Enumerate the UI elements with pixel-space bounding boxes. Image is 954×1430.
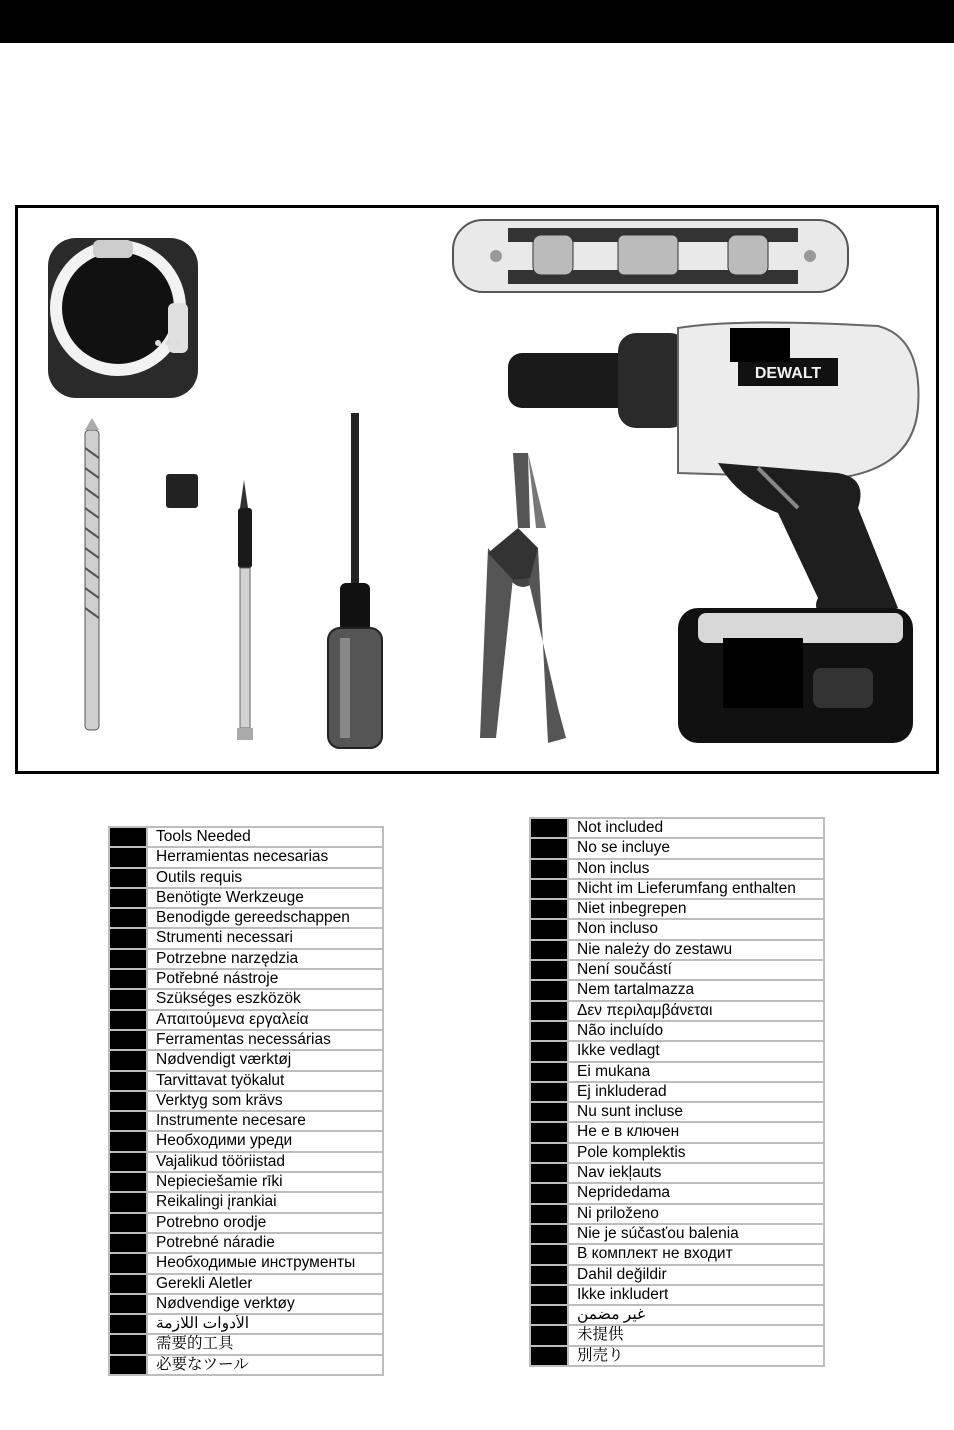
legend-swatch xyxy=(531,1123,569,1141)
legend-row xyxy=(531,1225,823,1245)
legend-label: Nav iekļauts xyxy=(577,1164,662,1182)
legend-label: Ikke inkludert xyxy=(577,1285,669,1303)
legend-swatch xyxy=(531,1022,569,1040)
legend-label: Необходими уреди xyxy=(156,1132,293,1150)
legend-swatch xyxy=(110,828,148,846)
legend-row xyxy=(110,1356,382,1374)
legend-row xyxy=(110,1315,382,1335)
legend-swatch xyxy=(110,1214,148,1232)
legend-label: Tarvittavat työkalut xyxy=(156,1071,285,1089)
legend-label: Ferramentas necessárias xyxy=(156,1030,331,1048)
legend-label: Outils requis xyxy=(156,868,243,886)
legend-swatch xyxy=(110,909,148,927)
legend-label: Необходимые инструменты xyxy=(156,1254,356,1272)
legend-swatch xyxy=(110,848,148,866)
legend-label: Απαιτούμενα εργαλεία xyxy=(156,1010,309,1028)
hole-saw-bit-icon xyxy=(237,480,253,740)
legend-swatch xyxy=(531,1306,569,1324)
legend-swatch xyxy=(531,880,569,898)
legend-row xyxy=(110,1335,382,1355)
legend-swatch xyxy=(531,1286,569,1304)
tools-image-panel xyxy=(15,205,939,774)
legend-label: Vajalikud tööriistad xyxy=(156,1152,285,1170)
legend-swatch xyxy=(531,1225,569,1243)
legend-swatch xyxy=(110,1356,148,1374)
legend-swatch xyxy=(110,1254,148,1272)
legend-row xyxy=(531,860,823,880)
legend-swatch xyxy=(531,1347,569,1365)
legend-row xyxy=(531,1144,823,1164)
legend-swatch xyxy=(531,1245,569,1263)
legend-label: Strumenti necessari xyxy=(156,929,293,947)
legend-row xyxy=(110,889,382,909)
legend-row xyxy=(110,1214,382,1234)
legend-row xyxy=(110,990,382,1010)
legend-row xyxy=(110,929,382,949)
legend-row xyxy=(110,1112,382,1132)
legend-swatch xyxy=(110,1072,148,1090)
legend-row xyxy=(110,1173,382,1193)
legend-swatch xyxy=(531,1042,569,1060)
legend-row xyxy=(531,900,823,920)
legend-row xyxy=(110,1295,382,1315)
legend-label: Non inclus xyxy=(577,859,650,877)
legend-label: Gerekli Aletler xyxy=(156,1274,253,1292)
legend-label: Nødvendige verktøy xyxy=(156,1294,295,1312)
legend-label: Reikalingi įrankiai xyxy=(156,1193,277,1211)
legend-swatch xyxy=(531,860,569,878)
legend-swatch xyxy=(110,1051,148,1069)
legend-label: Δεν περιλαμβάνεται xyxy=(577,1001,713,1019)
legend-label: Ei mukana xyxy=(577,1062,651,1080)
legend-label: No se incluye xyxy=(577,839,671,857)
legend-label: Není součástí xyxy=(577,961,672,979)
level-icon xyxy=(453,220,848,292)
legend-row xyxy=(531,1184,823,1204)
legend-row xyxy=(531,1103,823,1123)
legend-swatch xyxy=(110,1011,148,1029)
legend-row xyxy=(531,1123,823,1143)
legend-label: Instrumente necesare xyxy=(156,1112,306,1130)
legend-swatch xyxy=(110,1315,148,1333)
legend-row xyxy=(110,869,382,889)
legend-swatch xyxy=(110,1153,148,1171)
legend-row xyxy=(531,1164,823,1184)
legend-row xyxy=(110,1092,382,1112)
legend-row xyxy=(531,819,823,839)
legend-swatch xyxy=(531,839,569,857)
legend-row xyxy=(531,880,823,900)
legend-swatch xyxy=(531,1103,569,1121)
legend-label: Benodigde gereedschappen xyxy=(156,909,350,927)
legend-swatch xyxy=(531,1205,569,1223)
legend-swatch xyxy=(110,1275,148,1293)
legend-row xyxy=(531,1042,823,1062)
legend-row xyxy=(110,909,382,929)
tape-measure-icon xyxy=(48,238,198,398)
legend-label: Herramientas necesarias xyxy=(156,848,329,866)
legend-label: Ej inkluderad xyxy=(577,1082,667,1100)
legend-swatch xyxy=(531,1184,569,1202)
legend-row xyxy=(531,1326,823,1346)
legend-swatch xyxy=(110,929,148,947)
legend-swatch xyxy=(110,990,148,1008)
legend-swatch xyxy=(531,981,569,999)
legend-label: Не е в ключен xyxy=(577,1123,680,1141)
legend-row xyxy=(110,950,382,970)
legend-swatch xyxy=(110,889,148,907)
legend-row xyxy=(110,1072,382,1092)
legend-row xyxy=(110,1031,382,1051)
legend-swatch xyxy=(110,1335,148,1353)
drill-brand-label: DEWALT xyxy=(754,365,822,382)
tools-needed-legend xyxy=(108,826,384,1376)
header-bar xyxy=(0,0,954,43)
legend-label: Not included xyxy=(577,819,664,836)
legend-swatch xyxy=(531,1164,569,1182)
legend-swatch xyxy=(531,941,569,959)
legend-label: Ikke vedlagt xyxy=(577,1042,660,1060)
drill-chuck-adapter-icon xyxy=(166,474,198,508)
legend-label: Dahil değildir xyxy=(577,1265,667,1283)
legend-swatch xyxy=(110,1112,148,1130)
legend-label: الأدوات اللازمة xyxy=(156,1315,250,1333)
legend-row xyxy=(531,1002,823,1022)
legend-row xyxy=(110,1193,382,1213)
legend-label: Nu sunt incluse xyxy=(577,1103,683,1121)
legend-swatch xyxy=(110,1031,148,1049)
legend-swatch xyxy=(531,1266,569,1284)
legend-label: Nem tartalmazza xyxy=(577,981,695,999)
legend-swatch xyxy=(110,1193,148,1211)
legend-label: Nie należy do zestawu xyxy=(577,940,733,958)
legend-row xyxy=(110,1275,382,1295)
legend-swatch xyxy=(110,1173,148,1191)
legend-row xyxy=(531,961,823,981)
legend-swatch xyxy=(531,819,569,837)
legend-row xyxy=(531,1022,823,1042)
legend-row xyxy=(110,828,382,848)
legend-swatch xyxy=(110,970,148,988)
legend-label: Ni priloženo xyxy=(577,1204,659,1222)
legend-row xyxy=(110,1051,382,1071)
legend-label: Szükséges eszközök xyxy=(156,990,301,1008)
legend-label: Pole komplektis xyxy=(577,1143,686,1161)
legend-label: Nie je súčasťou balenia xyxy=(577,1224,739,1242)
legend-row xyxy=(531,1286,823,1306)
legend-row xyxy=(110,1153,382,1173)
legend-swatch xyxy=(531,1002,569,1020)
tin-snips-icon xyxy=(480,453,566,743)
legend-row xyxy=(110,1234,382,1254)
legend-swatch xyxy=(110,950,148,968)
legend-row xyxy=(531,1347,823,1365)
legend-row xyxy=(110,848,382,868)
legend-swatch xyxy=(110,1295,148,1313)
legend-label: 別売り xyxy=(577,1346,624,1364)
legend-swatch xyxy=(531,961,569,979)
legend-swatch xyxy=(531,1063,569,1081)
legend-swatch xyxy=(531,920,569,938)
legend-label: Benötigte Werkzeuge xyxy=(156,888,304,906)
legend-label: В комплект не входит xyxy=(577,1245,733,1263)
legend-label: Nepridedama xyxy=(577,1184,671,1202)
legend-row xyxy=(110,1254,382,1274)
legend-label: Potrebno orodje xyxy=(156,1213,267,1231)
legend-label: Nødvendigt værktøj xyxy=(156,1051,292,1069)
screwdriver-icon xyxy=(328,413,382,748)
legend-row xyxy=(110,970,382,990)
legend-row xyxy=(531,839,823,859)
legend-label: Potřebné nástroje xyxy=(156,970,279,988)
legend-swatch xyxy=(531,900,569,918)
legend-label: Não incluído xyxy=(577,1021,664,1039)
legend-swatch xyxy=(531,1083,569,1101)
legend-label: Nepieciešamie rīki xyxy=(156,1173,283,1191)
legend-swatch xyxy=(110,1234,148,1252)
legend-label: Niet inbegrepen xyxy=(577,900,687,918)
legend-label: 必要なツール xyxy=(156,1355,249,1373)
legend-label: Potrebné náradie xyxy=(156,1233,275,1251)
legend-label: 未提供 xyxy=(577,1326,624,1344)
legend-swatch xyxy=(110,1132,148,1150)
legend-label: Potrzebne narzędzia xyxy=(156,949,299,967)
legend-row xyxy=(531,1083,823,1103)
legend-label: Non incluso xyxy=(577,920,658,938)
legend-label: Tools Needed xyxy=(156,828,251,845)
legend-swatch xyxy=(110,869,148,887)
legend-row xyxy=(110,1011,382,1031)
legend-row xyxy=(531,1266,823,1286)
legend-swatch xyxy=(110,1092,148,1110)
legend-label: غير مضمن xyxy=(577,1306,646,1324)
legend-row xyxy=(531,1205,823,1225)
legend-swatch xyxy=(531,1144,569,1162)
legend-row xyxy=(531,920,823,940)
legend-label: Nicht im Lieferumfang enthalten xyxy=(577,879,796,897)
legend-row xyxy=(531,1306,823,1326)
legend-label: 需要的工具 xyxy=(156,1335,234,1353)
legend-row xyxy=(531,1063,823,1083)
legend-label: Verktyg som krävs xyxy=(156,1091,283,1109)
legend-swatch xyxy=(531,1326,569,1344)
legend-row xyxy=(531,941,823,961)
legend-row xyxy=(531,1245,823,1265)
legend-row xyxy=(531,981,823,1001)
drill-icon xyxy=(508,322,919,743)
legend-row xyxy=(110,1132,382,1152)
drill-bit-icon xyxy=(85,418,99,730)
not-included-legend xyxy=(529,817,825,1367)
